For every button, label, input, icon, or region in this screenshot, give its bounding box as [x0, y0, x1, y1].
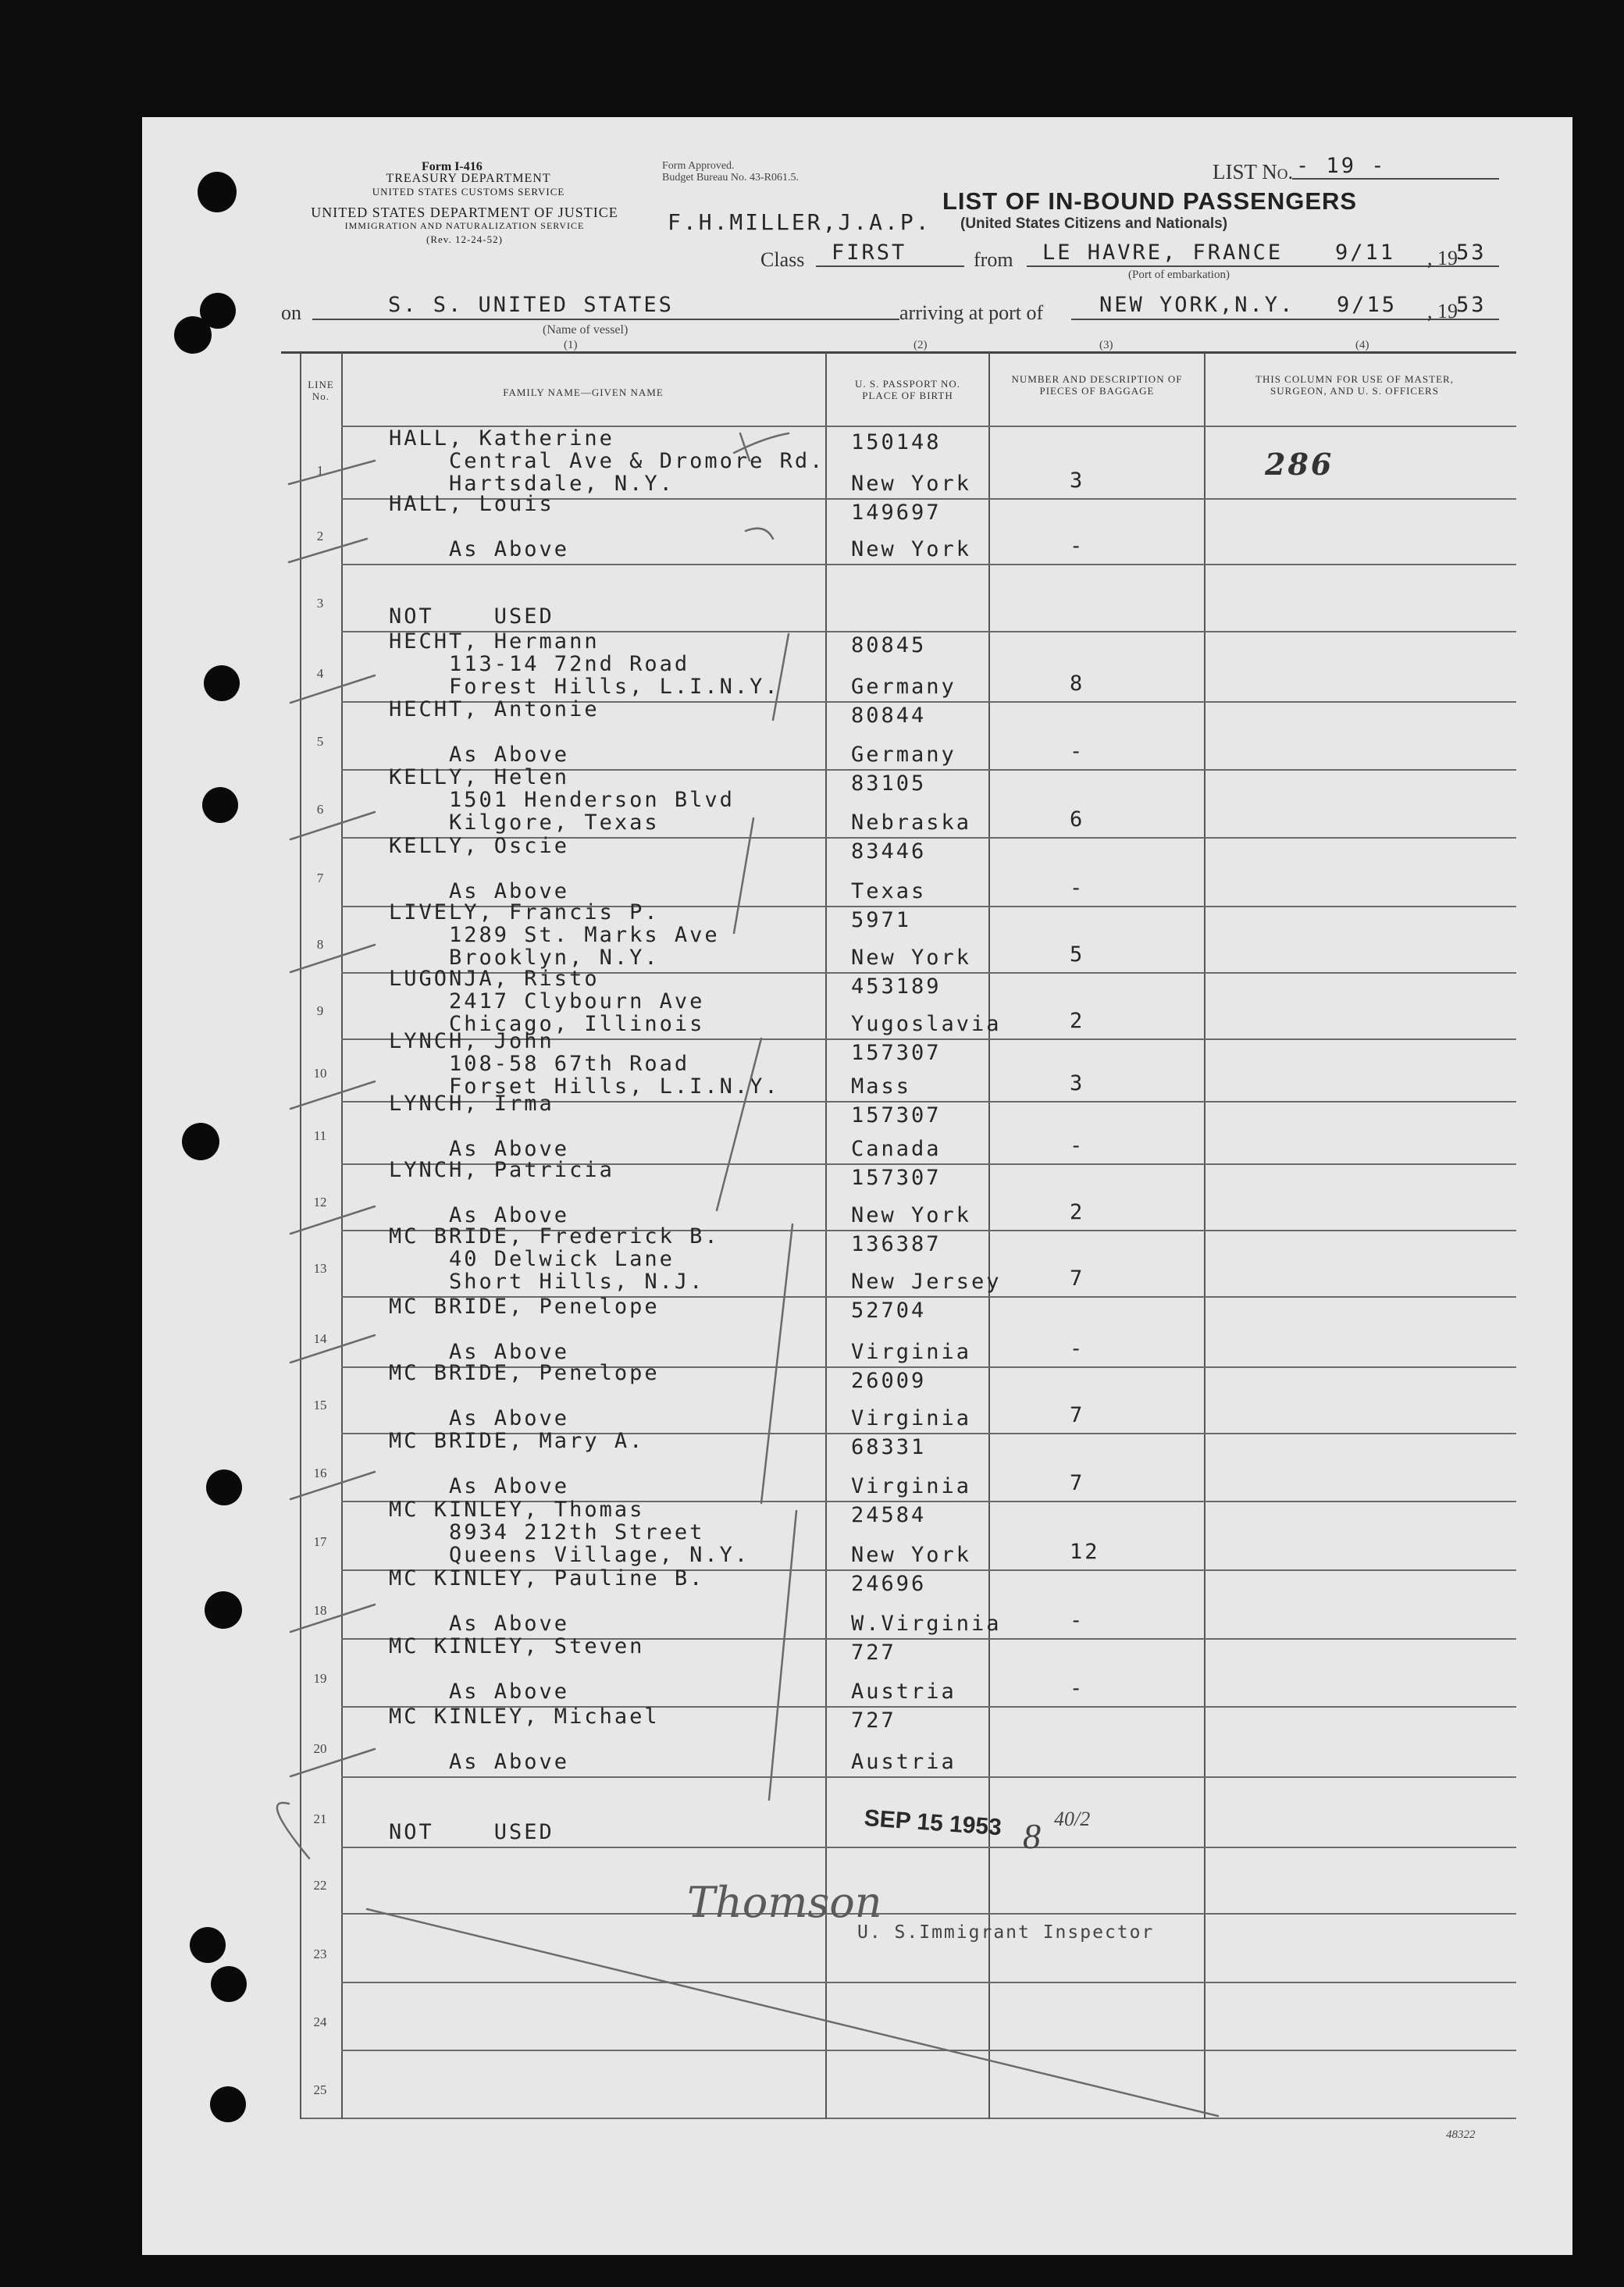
- address-line: [389, 1658, 644, 1680]
- budget-line: Budget Bureau No. 43-R061.5.: [662, 172, 799, 183]
- address-line: 8934 212th Street: [389, 1520, 705, 1544]
- punch-hole: [174, 316, 212, 354]
- family-given-name: KELLY, Helen: [389, 765, 570, 789]
- passenger-name: [389, 766, 735, 834]
- line-number: 5: [316, 734, 324, 749]
- line-number: 2: [316, 529, 324, 543]
- from-label: from: [974, 248, 1013, 271]
- col-number-2: (2): [914, 339, 928, 351]
- baggage-count: 7: [1070, 1403, 1085, 1427]
- address-line: As Above: [389, 1137, 570, 1161]
- family-given-name: MC KINLEY, Michael: [389, 1705, 660, 1729]
- address-line: Short Hills, N.J.: [389, 1270, 705, 1294]
- row-divider: [341, 2050, 1516, 2051]
- col-header-passport: U. S. PASSPORT NO. PLACE OF BIRTH: [855, 378, 960, 401]
- class-label: Class: [760, 248, 805, 271]
- col-header-line: LINE No.: [308, 379, 334, 402]
- address-line: As Above: [389, 1474, 570, 1498]
- passenger-name: [389, 967, 704, 1035]
- passport-number: 453189: [851, 974, 942, 999]
- punch-hole: [198, 172, 237, 212]
- customs-line: UNITED STATES CUSTOMS SERVICE: [372, 186, 565, 198]
- passport-number: 24584: [851, 1503, 927, 1527]
- place-of-birth: Mass: [851, 1074, 912, 1099]
- approval-line: Form Approved.: [662, 160, 735, 172]
- passport-number: 149697: [851, 501, 942, 525]
- family-given-name: MC KINLEY, Steven: [389, 1634, 645, 1658]
- line-number: 10: [313, 1066, 327, 1081]
- passport-number: 157307: [851, 1041, 942, 1065]
- line-number: 12: [313, 1195, 327, 1209]
- baggage-count: 8: [1070, 671, 1085, 696]
- address-line: 40 Delwick Lane: [389, 1247, 675, 1271]
- address-line: [389, 1384, 660, 1407]
- on-label: on: [281, 301, 301, 324]
- address-line: [389, 1181, 614, 1204]
- baggage-count: 6: [1070, 807, 1085, 832]
- line-number: 22: [313, 1878, 327, 1893]
- address-line: [389, 857, 569, 880]
- baggage-count: -: [1070, 739, 1085, 764]
- address-line: 108-58 67th Road: [389, 1052, 690, 1076]
- vessel-name: S. S. UNITED STATES: [388, 293, 674, 317]
- baggage-count: 7: [1070, 1471, 1085, 1495]
- arrival-port: NEW YORK,N.Y.: [1099, 293, 1295, 317]
- vessel-underline: [312, 319, 899, 320]
- line-number: 9: [316, 1003, 324, 1018]
- footer-number: 48322: [1446, 2128, 1476, 2141]
- passenger-name: [389, 1225, 720, 1293]
- row-divider: [341, 1847, 1516, 1848]
- from-value: LE HAVRE, FRANCE: [1042, 240, 1284, 265]
- col-header-officer: THIS COLUMN FOR USE OF MASTER, SURGEON, AND U. S. OFFICERS: [1255, 373, 1454, 397]
- line-number: 6: [316, 802, 324, 817]
- baggage-count: -: [1070, 1608, 1085, 1633]
- address-line: [389, 721, 600, 743]
- baggage-count: 12: [1070, 1540, 1100, 1564]
- place-of-birth: New York: [851, 472, 972, 496]
- arrival-year-prefix: , 19: [1427, 300, 1458, 322]
- baggage-count: -: [1070, 534, 1085, 558]
- place-of-birth: Virginia: [851, 1406, 972, 1430]
- place-of-birth: New Jersey: [851, 1270, 1002, 1294]
- form-subtitle: (United States Citizens and Nationals): [960, 216, 1228, 232]
- address-line: Forest Hills, L.I.N.Y.: [389, 675, 780, 699]
- family-given-name: HALL, Louis: [389, 492, 554, 516]
- row-divider: [341, 1913, 1516, 1915]
- baggage-count: -: [1070, 876, 1085, 900]
- class-value: FIRST: [832, 240, 907, 265]
- passport-number: 5971: [851, 908, 912, 932]
- family-given-name: MC BRIDE, Penelope: [389, 1361, 660, 1385]
- punch-hole: [202, 787, 238, 823]
- family-given-name: MC BRIDE, Mary A.: [389, 1429, 645, 1453]
- col-number-4: (4): [1355, 339, 1369, 351]
- line-number: 14: [313, 1331, 327, 1346]
- passenger-name: [389, 835, 569, 903]
- baggage-count: -: [1070, 1676, 1085, 1701]
- signature: Thomson: [687, 1878, 882, 1927]
- address-line: [389, 1318, 660, 1341]
- address-line: Hartsdale, N.Y.: [389, 472, 675, 496]
- passport-number: 150148: [851, 430, 942, 454]
- baggage-count: 3: [1070, 1071, 1085, 1095]
- baggage-count: -: [1070, 1337, 1085, 1361]
- line-number: 25: [313, 2082, 327, 2097]
- address-line: Central Ave & Dromore Rd.: [389, 449, 825, 473]
- family-given-name: LYNCH, John: [389, 1029, 554, 1053]
- col-number-3: (3): [1099, 339, 1113, 351]
- passenger-name: [389, 630, 780, 698]
- place-of-birth: W.Virginia: [851, 1612, 1002, 1636]
- col-header-name: FAMILY NAME—GIVEN NAME: [503, 387, 664, 398]
- passport-number: 68331: [851, 1435, 927, 1459]
- line-number: 11: [313, 1128, 327, 1143]
- family-given-name: NOT USED: [389, 604, 554, 629]
- row-divider: [341, 564, 1516, 565]
- line-number: 3: [316, 596, 324, 611]
- place-of-birth: Nebraska: [851, 810, 972, 835]
- address-line: Queens Village, N.Y.: [389, 1543, 750, 1567]
- family-given-name: KELLY, Oscie: [389, 834, 570, 858]
- address-line: As Above: [389, 537, 570, 561]
- passenger-name: [389, 427, 824, 495]
- stamp-time-fraction: 40/2: [1054, 1808, 1091, 1830]
- address-line: [389, 1728, 660, 1751]
- family-given-name: MC BRIDE, Frederick B.: [389, 1224, 720, 1249]
- passenger-name: [389, 1705, 660, 1773]
- line-number: 4: [316, 666, 324, 681]
- form-title: LIST OF IN-BOUND PASSENGERS: [942, 187, 1358, 215]
- family-given-name: NOT USED: [389, 1820, 554, 1844]
- address-line: As Above: [389, 1406, 570, 1430]
- depart-year-prefix: , 19: [1427, 247, 1458, 269]
- form-approval: [662, 160, 799, 183]
- table-bottom-border: [301, 2118, 1516, 2119]
- place-of-birth: Austria: [851, 1680, 956, 1704]
- stamp-time: 8: [1023, 1816, 1041, 1856]
- family-given-name: HECHT, Hermann: [389, 629, 600, 654]
- line-number: 24: [313, 2014, 327, 2029]
- passport-number: 157307: [851, 1166, 942, 1190]
- passport-number: 136387: [851, 1232, 942, 1256]
- class-underline: [816, 265, 964, 267]
- passport-number: 26009: [851, 1369, 927, 1393]
- line-number: 13: [313, 1261, 327, 1276]
- place-of-birth: Texas: [851, 879, 927, 903]
- passport-number: 52704: [851, 1298, 927, 1323]
- address-line: As Above: [389, 1340, 570, 1364]
- place-of-birth: New York: [851, 1543, 972, 1567]
- justice-dept: [281, 206, 648, 246]
- place-of-birth: Canada: [851, 1137, 942, 1161]
- line-number: 15: [313, 1398, 327, 1412]
- officer-note: 286: [1265, 447, 1334, 482]
- arrival-date: 9/15: [1337, 293, 1398, 317]
- col-divider-line: [300, 353, 301, 2119]
- agent-stamp: F.H.MILLER,J.A.P.: [668, 209, 931, 235]
- passenger-name: [389, 1295, 660, 1363]
- baggage-count: 7: [1070, 1266, 1085, 1291]
- row-divider: [341, 1982, 1516, 1983]
- address-line: As Above: [389, 1612, 570, 1636]
- address-line: [389, 1115, 569, 1138]
- depart-date: 9/11: [1335, 240, 1396, 265]
- arrival-year: 53: [1456, 293, 1487, 317]
- family-given-name: LYNCH, Patricia: [389, 1158, 614, 1182]
- place-of-birth: Germany: [851, 675, 956, 699]
- punch-hole: [205, 1591, 242, 1629]
- table-top-border: [281, 351, 1516, 354]
- address-line: Brooklyn, N.Y.: [389, 946, 660, 970]
- passport-number: 83446: [851, 839, 927, 864]
- line-number: 20: [313, 1741, 327, 1756]
- place-of-birth: Austria: [851, 1750, 956, 1774]
- list-no-underline: [1292, 178, 1499, 180]
- passenger-name: [389, 1159, 614, 1227]
- passenger-name: [389, 605, 554, 628]
- ins-line: IMMIGRATION AND NATURALIZATION SERVICE: [344, 220, 585, 231]
- punch-hole: [211, 1966, 247, 2002]
- row-divider: [341, 1776, 1516, 1778]
- punch-hole: [182, 1123, 219, 1160]
- passport-number: 80844: [851, 704, 927, 728]
- address-line: As Above: [389, 1203, 570, 1227]
- address-line: Chicago, Illinois: [389, 1012, 705, 1036]
- col-divider-officer: [1204, 353, 1206, 2119]
- family-given-name: HECHT, Antonie: [389, 697, 600, 721]
- baggage-count: -: [1070, 1134, 1085, 1158]
- place-of-birth: Yugoslavia: [851, 1012, 1002, 1036]
- baggage-count: 5: [1070, 942, 1085, 967]
- place-of-birth: New York: [851, 1203, 972, 1227]
- passenger-name: [389, 1821, 554, 1843]
- col-divider-name: [341, 353, 343, 2119]
- place-of-birth: New York: [851, 946, 972, 970]
- address-line: [389, 515, 569, 538]
- passport-number: 157307: [851, 1103, 942, 1127]
- justice-line: UNITED STATES DEPARTMENT OF JUSTICE: [311, 205, 618, 220]
- list-no-label: LIST No.: [1213, 160, 1294, 183]
- revision-line: (Rev. 12-24-52): [426, 233, 503, 245]
- passport-number: 83105: [851, 771, 927, 796]
- line-number: 16: [313, 1466, 327, 1480]
- address-line: As Above: [389, 1750, 570, 1774]
- line-number: 23: [313, 1947, 327, 1961]
- address-line: [389, 1590, 704, 1612]
- col-header-baggage: NUMBER AND DESCRIPTION OF PIECES OF BAGGAGE: [1011, 373, 1183, 397]
- arriving-label: arriving at port of: [899, 301, 1044, 324]
- list-no: - 19 -: [1296, 154, 1387, 178]
- address-line: As Above: [389, 1680, 570, 1704]
- baggage-count: 2: [1070, 1200, 1085, 1224]
- passport-number: 727: [851, 1708, 896, 1733]
- col-divider-passport: [825, 353, 827, 2119]
- address-line: As Above: [389, 743, 570, 767]
- passenger-name: [389, 1362, 660, 1430]
- place-of-birth: Germany: [851, 743, 956, 767]
- place-of-birth: Virginia: [851, 1340, 972, 1364]
- arrival-stamp-date: SEP 15 1953: [863, 1805, 1003, 1841]
- family-given-name: MC BRIDE, Penelope: [389, 1295, 660, 1319]
- line-number: 1: [316, 463, 324, 478]
- punch-hole: [206, 1469, 242, 1505]
- address-line: 1501 Henderson Blvd: [389, 788, 735, 812]
- passenger-name: [389, 1092, 569, 1160]
- baggage-count: 3: [1070, 468, 1085, 493]
- line-number: 17: [313, 1534, 327, 1549]
- address-line: Kilgore, Texas: [389, 810, 660, 835]
- col-number-1: (1): [564, 339, 578, 351]
- passenger-name: [389, 1567, 704, 1635]
- passenger-name: [389, 1635, 644, 1703]
- inspector-label: U. S.Immigrant Inspector: [857, 1922, 1155, 1943]
- place-of-birth: Virginia: [851, 1474, 972, 1498]
- depart-year: 53: [1456, 240, 1487, 265]
- address-line: 1289 St. Marks Ave: [389, 923, 720, 947]
- family-given-name: LIVELY, Francis P.: [389, 900, 660, 924]
- form-number: Form I-416: [422, 160, 483, 173]
- treasury-dept: [344, 172, 593, 198]
- passport-number: 24696: [851, 1572, 927, 1596]
- line-number: 8: [316, 937, 324, 952]
- address-line: 2417 Clybourn Ave: [389, 989, 705, 1013]
- year-prefix: 19: [1437, 247, 1458, 269]
- passenger-name: [389, 698, 600, 766]
- vessel-label: (Name of vessel): [543, 323, 629, 337]
- passenger-name: [389, 1498, 750, 1566]
- punch-hole: [210, 2086, 246, 2122]
- address-line: 113-14 72nd Road: [389, 652, 690, 676]
- baggage-count: 2: [1070, 1009, 1085, 1033]
- family-given-name: MC KINLEY, Pauline B.: [389, 1566, 705, 1591]
- line-number: 19: [313, 1671, 327, 1686]
- passport-number: 727: [851, 1640, 896, 1665]
- col-divider-baggage: [988, 353, 990, 2119]
- passport-number: 80845: [851, 633, 927, 657]
- port-embark-label: (Port of embarkation): [1128, 269, 1230, 281]
- line-number: 21: [313, 1811, 327, 1826]
- family-given-name: MC KINLEY, Thomas: [389, 1498, 645, 1522]
- line-number: 7: [316, 871, 324, 885]
- passenger-name: [389, 1030, 780, 1098]
- address-line: As Above: [389, 879, 570, 903]
- line-number: 18: [313, 1603, 327, 1618]
- passenger-name: [389, 901, 720, 969]
- treasury-line: TREASURY DEPARTMENT: [386, 172, 551, 185]
- family-given-name: HALL, Katherine: [389, 426, 614, 451]
- address-line: Forset Hills, L.I.N.Y.: [389, 1074, 780, 1099]
- passenger-name: [389, 1430, 644, 1498]
- passenger-name: [389, 493, 569, 561]
- place-of-birth: New York: [851, 537, 972, 561]
- punch-hole: [190, 1927, 226, 1963]
- address-line: [389, 1452, 644, 1475]
- family-given-name: LYNCH, Irma: [389, 1092, 554, 1116]
- year-prefix: 19: [1437, 300, 1458, 322]
- punch-hole: [204, 665, 240, 701]
- family-given-name: LUGONJA, Risto: [389, 967, 600, 991]
